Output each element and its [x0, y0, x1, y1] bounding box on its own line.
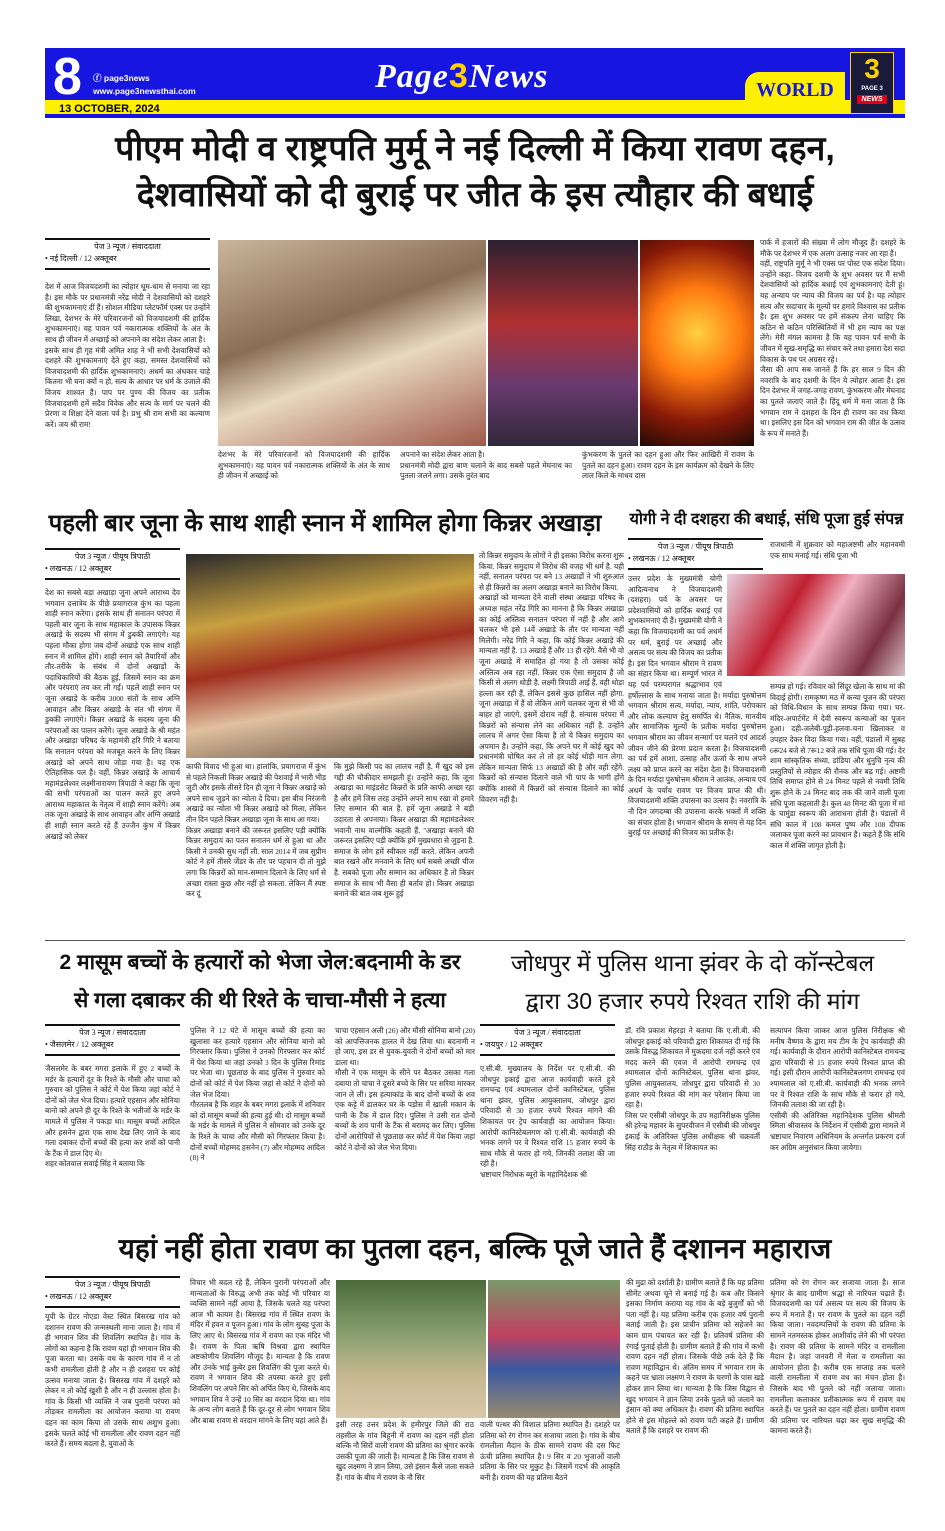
- article-column: देश में आज विजयदशमी का त्योहार धूम-धाम से मनाया जा रहा है। इस मौके पर प्रधानमंत्री नरेंद्र मोदी ने देशवासियों को दशहरे की शुभकामनाएं दीं हैं। सोशल मीडिया प्लेटफॉर्म एक्स पर उन्होंने लिखा, देशभर के मेरे परिवारजनों को विजयादशमी की हार्दिक शुभकामनाएं। यह पावन पर्व नकारात्मक शक्तियों के अंत के साथ ही जीवन में अच्छाई को अपनाने का संदेश लेकर आता है। इसके साथ ही गृह मंत्री अमित शाह ने भी सभी देशवासियों को दशहरे की शुभकामनाएं देते हुए कहा, समस्त देशवासियों को विजयादशमी की हार्दिक शुभकामनाएं। अधर्म का अंधकार चाहे कितना भी घना क्यों न हो, सत्य के आधार पर धर्म के उजाले की विजय शाश्वत है। पाप पर पुण्य की विजय का प्रतीक विजयादशमी हमें सदैव विवेक और सत्य के मार्ग पर चलने की प्रेरणा व शिक्षा देने वाला पर्व है। प्रभु श्री राम सभी का कल्याण करें। जय श्री राम!: [45, 282, 210, 429]
- article-column: काफी विवाद भी हुआ था। हालांकि, प्रयागराज में कुंभ से पहले निकली किन्नर अखाड़े की पेशवाई में भारी भीड़ जुटी और इसके तीसरे दिन ही जूना ने किन्नर अखाड़े को अपने साथ जुड़ने का न्योता दे दिया। इस बीच निरंजनी अखाड़े का न्योता भी किन्नर अखाड़े को मिला, लेकिन तीन दिन पहले किन्नर अखाड़ा जूना के साथ आ गया। किन्नर अखाड़ा बनाने की जरूरत इसलिए पड़ी क्योंकि किन्नर समुदाय का पतन सनातन धर्म से हुआ था और किसी ने उनकी सुध नहीं ली. साल 2014 में जब सुप्रीम कोर्ट ने हमें तीसरे जेंडर के तौर पर पहचान दी तो मुझे लगा कि किन्नरों को मान-सम्मान दिलाने के लिए धर्म से अच्छा रास्ता कुछ और नहीं हो सकता. लेकिन मैं स्पष्ट कर दूं: [186, 762, 326, 899]
- headline-main: [45, 126, 905, 218]
- byline: पेज 3 न्यूज / पीयूष त्रिपाठी: [657, 542, 734, 551]
- article-column: डॉ. रवि प्रकाश मेहरड़ा ने बताया कि ए.सी.बी. की जोधपुर इकाई को परिवादी द्वारा शिकायत दी गई कि उसके विरुद्ध शिकायत में मुकदमा दर्ज नहीं करने एवं मदद करने की एवज में आरोपी रामचन्द्र एवं श्यामलाल दोनों कानिस्टेबल, पुलिस थाना झंवर, पुलिस आयुक्तालय, जोधपुर द्वारा परिवादी से 30 हजार रुपये रिश्वत की मांग कर परेशान किया जा रहा है। जिस पर एसीबी जोधपुर के उप महानिरीक्षक पुलिस श्री हरेन्द्र महावर के सुपरवीजन में एसीबी की जोधपुर इकाई के अतिरिक्त पुलिस अधीक्षक श्री चक्रवर्ती सिंह राठौड़ के नेतृत्व में शिकायत का: [625, 1026, 760, 1152]
- headline-line: पीएम मोदी व राष्ट्रपति मुर्मू ने नई दिल्ली में किया रावण दहन,: [115, 130, 835, 168]
- issue-date: 13 OCTOBER, 2024: [59, 103, 160, 115]
- article-column: ए.सी.बी. मुख्यालय के निर्देश पर ए.सी.बी. की जोधपुर इकाई द्वारा आज कार्यवाही करते हुये रामचन्द्र एवं श्यामलाल दोनों कानिस्टेबल, पुलिस थाना झंवर, पुलिस आयुक्तालय, जोधपुर द्वारा परिवादी से 30 हजार रुपये रिश्वत मांगने की शिकायत पर ट्रेप कार्यवाही का आयोजन किया। आरोपी कानिस्टेबलगण को ए.सी.बी. कार्यवाही की भनक लगने पर वे रिश्वत राशि 15 हजार रुपये के साथ मौके से फरार हो गये, जिनकी तलाश की जा रही है। भ्रष्टाचार निरोधक ब्यूरो के महानिदेशक श्री: [480, 1064, 615, 1179]
- article-column: सम्पन्न हो गई। रविवार को सिंदूर खेला के साथ मां की विदाई होगी। रामकृष्ण मठ में कन्या पूजन की परंपरा को विधि-विधान के साथ सम्पन्न किया गया। घर-मंदिर-अपार्टमेंट में देवी स्वरूप कन्याओं का पूजन हुआ। दही-जलेबी-पूड़ी-हलवा-चना खिलाकर व उपहार देकर विदा किया गया। वहीं, पंडालों में सुबह 6रू24 बजे से 7रू12 बजे तक संधि पूजा की गई। देर शाम सांस्कृतिक संध्या, डांडिया और धुनुचि नृत्य की प्रस्तुतियों से त्योहार की रौनक और बढ़ गई। अष्टमी तिथि समाप्त होने से 24 मिनट पहले से नवमी तिथि शुरू होने के 24 मिनट बाद तक की जाने वाली पूजा संधि पूजा कहलाती है। कुल 48 मिनट की पूजा में मां के चामुंडा स्वरूप की आराधना होती है। पंडालों में संधि काल में 108 कमल पुष्प और 108 दीपक जलाकर पूजा करने का प्रावधान है। कहते हैं कि संधि काल में शक्ति जागृत होती है।: [770, 682, 905, 850]
- photo-ram-lila: [488, 240, 638, 446]
- photo-caption: कुंभकरण के पुतले का दहन हुआ और फिर आखिरी में रावण के पुतले का दहन हुआ। रावण दहन के इस कार्यक्रम को देखने के लिए लाल किले के माधव दास: [582, 450, 754, 481]
- masthead: [45, 48, 905, 118]
- photo-ravan-statue: [488, 1280, 620, 1418]
- byline-box: [45, 1276, 180, 1308]
- page-number: 8: [53, 48, 82, 106]
- newspaper-logo: [375, 54, 548, 99]
- dateline: • लखनऊ / 12 अक्तूबर: [45, 1292, 112, 1301]
- article-photo: [336, 1280, 620, 1418]
- byline-box: [480, 1024, 615, 1056]
- page3-badge-logo: [850, 52, 894, 114]
- headline-line: 2 मासूम बच्चों के हत्यारों को भेजा जेल:बदनामी के डर: [59, 951, 461, 974]
- article-column: प्रतिमा को रंग रोगन कर सजाया जाता है। साज श्रृंगार के बाद ग्रामीण श्रद्धा से नारियल चढ़ाते हैं। विजयदशमी का पर्व असत्य पर सत्य की विजय के रूप में मनाते हैं। पर रावण के पुतले का दहन नहीं किया जाता। नवदम्पत्तियों के रावण की प्रतिमा के सामने नतमस्तक होकर आशीर्वाद लेने की भी परंपरा है। रावण की प्रतिमा के सामने मंदिर व रामलीला मैदान है। जहां जनवरी में मेला व रामलीला का आयोजन होता है। करीब एक सप्ताह तक चलने वाली रामलीला में रावण वध का मंचन होता है। जिसके बाद भी पुतले को नहीं जलाया जाता। रामलीला कलाकार प्रतीकात्मक रूप में रावण वध करते हैं। पर पुतले का दहन नहीं होता। ग्रामीण रावण की प्रतिमा पर नारियल चढ़ा कर सुख समृद्धि की कामना करते हैं।: [770, 1278, 905, 1436]
- article-column: पार्क में हजारों की संख्या में लोग मौजूद हैं। दशहरे के मौके पर देशभर में एक अलग उत्साह नजर आ रहा है। वहीं, राष्ट्रपति मुर्मू ने भी एक्स पर पोस्ट एक संदेश दिया। उन्होंने कहा- विजय दशमी के शुभ अवसर पर मैं सभी देशवासियों को हार्दिक बधाई एवं शुभकामनाएं देती हूं। यह अन्याय पर न्याय की विजय का पर्व है। यह त्योहार सत्य और सदाचार के मूल्यों पर हमारे विश्वास का प्रतीक है। इस शुभ अवसर पर हमें संकल्प लेना चाहिए कि कठिन से कठिन परिस्थितियों में भी हम न्याय का पक्ष लेंगे। मेरी मंगल कामना है कि यह पावन पर्व सभी के जीवन में सुख-समृद्धि का संचार करे तथा हमारा देश सदा विकास के पथ पर अग्रसर रहे। जैसा की आप सब जानते हैं कि हर साल 9 दिन की नवरात्रि के बाद दशमी के दिन ये त्योहार आता है। इस दिन देशभर में जगह-जगह रावण, कुंभकरण और मेघनाद का पुतले जलाएं जाते हैं। हिंदू धर्म में मना जाता है कि भगवान राम ने दशहरा के दिन ही रावण का वध किया था। इसलिए इस दिन को भगवान राम की जीत के उत्सव के रूप में मनाते हैं।: [760, 238, 905, 438]
- byline-box: [45, 548, 180, 580]
- article-column: तो किन्नर समुदाय के लोगों ने ही इसका विरोध करना शुरू किया. किन्नर समुदाय में विरोध की वजह भी धर्म है. यही नहीं, सनातन परंपरा पर बने 13 अखाड़ों ने भी शुरुआत से ही किन्नरों का अलग अखाड़ा बनाने का विरोध किया. अखाड़ों को मान्यता देने वाली संस्था अखाड़ा परिषद के अध्यक्ष महंत नरेंद्र गिरि का मानना है कि किन्नर अखाड़ा का कोई अस्तित्व सनातन परंपरा में नहीं है और आगे चलकर भी इसे 14वें अखाड़े के तौर पर मान्यता नहीं मिलेगी। नरेंद्र गिरि ने कहा, कि कोई किन्नर अखाड़े की मान्यता नहीं है. 13 अखाड़े हैं और 13 ही रहेंगे. वैसे भी वो जूना अखाड़े में समाहित हो गया है तो उसका कोई अस्तित्व अब रहा नहीं. किन्नर एक ऐसा समुदाय है जो किसी से अलग थोड़ी है. लक्ष्मी त्रिपाठी आई हैं, वही थोड़ा हल्ला कर रही हैं, लेकिन इससे कुछ हासिल नहीं होगा. जूना अखाड़ा में हैं वो लेकिन आगे चलकर जूना से भी वो बाहर हो जाएंगे, इसमें दोराय नहीं है. संन्यास परंपरा में किन्नरों को संन्यास लेने का अधिकार नहीं है. उन्होंने लालच में अगर ऐसा किया है तो ये किन्नर समुदाय का अपमान है। उन्होंने कहा, कि अपने घर में कोई खुद को प्रधानमंत्री घोषित कर ले तो हर कोई थोड़ी मान लेगा. लेकिन मान्यता सिर्फ 13 अखाड़ों की है और वही रहेंगे. किन्नरों को संन्यास दिलाने वाले भी पाप के भागी होंगे क्योंकि शास्त्रों में किन्नरों को संन्यास दिलाने का कोई विवरण नहीं है।: [479, 551, 624, 804]
- photo-caption: देशभर के मेरे परिवारजनों को विजयादशमी की हार्दिक शुभकामनाएं। यह पावन पर्व नकारात्मक शक्तियों के अंत के साथ ही जीवन में अच्छाई को: [218, 450, 390, 481]
- headline-kinnar: पहली बार जूना के साथ शाही स्नान में शामिल होगा किन्नर अखाड़ा: [48, 510, 602, 537]
- article-photo-kinnar-akhada: [186, 554, 474, 758]
- photo-caption: इसी तरह उत्तर प्रदेश के हमीरपुर जिले की राठ तहसील के गांव बिहूनी में रावण का दहन नहीं होता बल्कि नौ सिरों वाली रावण की प्रतिमा का श्रृंगार करके उसकी पूजा की जाती है। मान्यता है कि जिस रावण से खुद लक्ष्मण ने ज्ञान लिया, उसे इंसान कैसे जला सकते हैं। गांव के बीच में रावण के नौ सिर: [336, 1420, 474, 1482]
- byline: पेज 3 न्यूज / संवाददाता: [514, 1028, 581, 1037]
- dateline: • नई दिल्ली / 12 अक्तूबर: [45, 254, 117, 263]
- badge-news: NEWS: [857, 95, 887, 104]
- article-column: चाचा एहसान अली (26) और मौसी सोनिया बानो (20) को आपत्तिजनक हालत में देख लिया था। बदनामी न हो जाए, इस डर से युवक-युवती ने दोनों बच्चों को मार डाला था। मौसी ने एक मासूम के सीने पर बैठकर उसका गला दबाया तो चाचा ने दूसरे बच्चे के सिर पर सरिया मारकर जान ले ली। इस हत्याकांड के बाद दोनों बच्चों के शव एक कट्टे में डालकर घर के पड़ोस में खाली मकान के पानी के टैंक में डाल दिए। पुलिस ने उसी रात दोनों बच्चों के शव पानी के टैंक से बरामद कर लिए। पुलिस दोनों आरोपियों से पूछताछ कर कोर्ट में पेश किया जहां कोर्ट ने दोनों को जेल भेज दिया।: [335, 1026, 475, 1152]
- badge-number: 3: [864, 53, 880, 84]
- headline-jaisalmer: [45, 944, 475, 1020]
- article-column: की मुद्रा को दर्शाती है। ग्रामीण बताते हैं कि यह प्रतिमा सीमेंट अथवा चूने से बनाई गई है। कब और किसने इसका निर्माण कराया यह गांव के बड़े बुजुर्गों को भी पता नहीं है। यह प्रतिमा करीब एक हजार वर्ष पुरानी बताई जाती है। इस प्राचीन प्रतिमा को सहेजने का काम ग्राम पंचायत कर रही है। प्रतिवर्ष प्रतिमा की रंगाई पुताई होती है। ग्रामीण बताते हैं की गांव में कभी रावण दहन नहीं होता। जिसके पीछे तर्क देते हैं कि रावण महाविद्वान थे। अंतिम समय में भगवान राम के कहने पर भ्राता लक्ष्मण ने रावण के चरणों के पास खड़े होकर ज्ञान लिया था। मान्यता है कि जिस विद्वान से खुद भगवान ने ज्ञान लिया उनके पुतले को जलाने का इंसान को क्या अधिकार है। रावण की प्रतिमा स्थापित होने से इस मोहल्ले को रावण पटी कहते हैं। ग्रामीण बताते हैं कि दशहरे पर रावण की: [626, 1278, 764, 1436]
- byline: पेज 3 न्यूज / संवाददाता: [94, 242, 161, 251]
- badge-page: PAGE 3: [861, 86, 883, 92]
- facebook-handle[interactable]: page3news: [103, 73, 150, 83]
- dateline: • लखनऊ / 12 अक्तूबर: [628, 554, 695, 563]
- photo-ravan-burning: [640, 240, 754, 446]
- logo-number: 3: [448, 57, 469, 95]
- section-divider: [45, 940, 905, 941]
- byline: पेज 3 न्यूज / पीयूष त्रिपाठी: [74, 1280, 151, 1289]
- photo-ravan-temple: [336, 1280, 486, 1418]
- article-column: उत्तर प्रदेश के मुख्यमंत्री योगी आदित्यनाथ ने विजयादशमी (दशहरा) पर्व के अवसर पर प्रदेशवासियों को हार्दिक बधाई एवं शुभकामनाएं दी हैं। मुख्यमंत्री योगी ने कहा कि विजयादशमी का पर्व अधर्म पर धर्म, बुराई पर अच्छाई और असत्य पर सत्य की विजय का प्रतीक है। इस दिन भगवान श्रीराम ने रावण का संहार किया था। सम्पूर्ण भारत में यह पर्व परम्परागत श्रद्धाभाव एवं हर्षोल्लास के साथ मनाया जाता है। मर्यादा पुरुषोत्तम भगवान श्रीराम सत्य, मर्यादा, न्याय, शांति, परोपकार और लोक कल्याण हेतु समर्पित थे। नैतिक, मानवीय और सामाजिक मूल्यों के प्रतीक मर्यादा पुरुषोत्तम भगवान श्रीराम का जीवन सन्मार्ग पर चलने एवं आदर्श जीवन जीने की प्रेरणा प्रदान करता है। विजयादशमी का पर्व हमें आशा, उत्साह और ऊर्जा के साथ अपने लक्ष्य को प्राप्त करने का संदेश देता है। विजयादशमी के दिन मर्यादा पुरुषोत्तम श्रीराम ने आतंक, अन्याय एवं अधर्म के पर्याय रावण पर विजय प्राप्त की थी। विजयादशमी शक्ति उपासना का उत्सव है। नवरात्रि के नौ दिन जगदम्बा की उपासना करके भक्तों में शक्ति का संचार होता है। भगवान श्रीराम के समय से यह दिन बुराई पर अच्छाई की विजय का प्रतीक है।: [628, 574, 766, 838]
- article-column: जैसलमेर के बबर मगरा इलाके में हुए 2 बच्चों के मर्डर के हत्यारों दूर के रिश्ते के मौसी और चाचा को गुरुवार को पुलिस ने कोर्ट में पेश किया जहां कोर्ट ने दोनों को जेल भेज दिया। हत्यारे एहसान और सोनिया बानो को अपने ही दूर के रिश्ते के भतीजों के मर्डर के मामले में पुलिस ने पकड़ा था। मासूम बच्चों आदिल और हसनेन द्वारा एक साथ देख लिए जाने के बाद गला दबाकर दोनों बच्चों की हत्या कर शवों को पानी के टैंक में डाल दिए थे। शहर कोतवाल सवाई सिंह ने बताया कि: [45, 1064, 180, 1169]
- byline: पेज 3 न्यूज / पीयूष त्रिपाठी: [74, 552, 151, 561]
- article-photo: [218, 240, 754, 446]
- dateline: • जयपुर / 12 अक्तूबर: [480, 1040, 543, 1049]
- byline: पेज 3 न्यूज / संवाददाता: [79, 1028, 146, 1037]
- headline-ravan-puja: यहां नहीं होता रावण का पुतला दहन, बल्कि पूजे जाते हैं दशानन महाराज: [118, 1233, 832, 1264]
- photo-pm-president: [218, 240, 486, 446]
- logo-word-page: Page: [375, 58, 449, 95]
- facebook-icon: ⓕ: [93, 73, 104, 83]
- headline-line: द्वारा 30 हजार रुपये रिश्वत राशि की मांग: [525, 988, 860, 1014]
- headline-yogi: योगी ने दी दशहरा की बधाई, संधि पूजा हुई संपन्न: [629, 511, 904, 528]
- photo-caption: वाली पत्थर की विशाल प्रतिमा स्थापित है। दशहरे पर प्रतिमा को रंग रोगन कर सजाया जाता है। गांव के बीच रामलीला मैदान के ठीक सामने रावण की दस फिट ऊंची प्रतिमा स्थापित है। 9 सिर व 20 भुजाओं वाली प्रतिमा के सिर पर मुकुट है। जिसमें गदर्भ की आकृति बनी है। रावण की यह प्रतिमा बैठने: [480, 1420, 620, 1482]
- social-links: [93, 72, 196, 98]
- headline-jodhpur: [480, 944, 905, 1020]
- article-column: विचार भी बदल रहे हैं, लेकिन पुरानी परंपराओं और मान्यताओं के विरुद्ध अभी तक कोई भी परिवार या व्यक्ति सामने नहीं आया है, जिसके चलते यह परंपरा आज भी कायम है। बिसरख गांव में स्थित रावण के मंदिर में हवन व पूजन हुआ। गांव के लोग सुबह पूजा के लिए आए थे। बिसरख गांव में रावण का एक मंदिर भी है। रावण के पिता ऋषि विश्रवा द्वारा स्थापित अष्टकोणीय शिवलिंग मौजूद है। मान्यता है कि रावण और उनके भाई कुबेर इस शिवलिंग की पूजा करते थे। रावण ने भगवान शिव की तपस्या करते हुए इसी शिवलिंग पर अपने सिर को अर्पित किए थे, जिसके बाद भगवान शिव ने उन्हें 10 सिर का वरदान दिया था। गांव के अन्य लोग बताते हैं कि दूर-दूर से लोग भगवान शिव और बाबा रावण से वरदान मांगने के लिए यहां आते हैं।: [190, 1278, 330, 1425]
- headline-line: से गला दबाकर की थी रिश्ते के चाचा-मौसी ने हत्या: [74, 989, 446, 1012]
- byline-box: [628, 538, 763, 570]
- website-link[interactable]: www.page3newsthai.com: [93, 86, 196, 96]
- dateline: • लखनऊ / 12 अक्तूबर: [45, 564, 112, 573]
- photo-wrap-spacer: [722, 574, 766, 680]
- headline-line: जोधपुर में पुलिस थाना झंवर के दो कॉन्स्टेबल: [510, 950, 875, 976]
- photo-caption: अपनाने का संदेश लेकर आता है। प्रधानमंत्री मोदी द्वारा बाण चलाने के बाद सबसे पहले मेघनाथ का पुतला जलने लगा। उसके तुरंत बाद: [400, 450, 572, 481]
- article-column: पुलिस ने 12 घंटे में मासूम बच्चों की हत्या का खुलासा कर हत्यारे एहसान और सोनिया बानो को गिरफ्तार किया। पुलिस ने उनको गिरफ्तार कर कोर्ट में पेश किया था जहां उनको 3 दिन के पुलिस रिमांड पर भेजा था। पूछताछ के बाद पुलिस ने गुरुवार को दोनों को कोर्ट में पेश किया जहां से कोर्ट ने दोनों को जेल भेज दिया। गौरतलब है कि शहर के बबर मगरा इलाके में शनिवार को दो मासूम बच्चों की हत्या हुई थी। दो मासूम बच्चों के मर्डर के मामले में पुलिस ने सोमवार को उनके दूर के रिश्ते के चाचा और मौसी को गिरफ्तार किया है। दोनों बच्चों मोहम्मद हसनेन (7) और मोहम्मद आदिल (8) ने: [190, 1026, 325, 1163]
- logo-word-news: News: [468, 58, 549, 95]
- article-intro: राजधानी में शुक्रवार को महाअष्टमी और महानवमी एक साथ मनाई गई। संधि पूजा भी: [770, 540, 905, 560]
- byline-box: [45, 238, 210, 270]
- headline-line: देशवासियों को दी बुराई पर जीत के इस त्यौहार की बधाई: [136, 176, 814, 214]
- byline-box: [45, 1024, 180, 1056]
- article-column: देश का सबसे बड़ा अखाड़ा जूना अपने आराध्य देव भगवान दत्तात्रेय के पीछे प्रयागराज कुंभ का पहला शाही स्नान करेगा। इसके साथ ही सनातन परंपरा में पहली बार जूना के साथ महाकाल के उपासक किन्नर अखाड़े के सदस्य भी संगम में डुबकी लगाएंगे। यह पहला मौका होगा जब दोनों अखाड़े एक साथ शाही स्नान में शामिल होंगे। शाही स्नान को तैयारियों और तौर-तरीके के संबंध में दोनों अखाड़ों के पदाधिकारियों की बैठक हुई, जिसमें स्नान का क्रम और परंपराएं तय कर ली गईं। पहले शाही स्नान पर जूना अखाड़े के करीब 3000 संतों के साथ अग्नि आवाहन और किन्नर अखाड़े के संत भी संगम में डुबकी लगाएंगे। किन्नर अखाड़े के सदस्य जूना की परंपराओं का पालन करेंगे। जूना अखाड़े के श्री महंत और अखाड़ा परिषद के महामंत्री हरि गिरि ने बताया कि सनातन परंपरा को मजबूत करने के लिए किन्नर अखाड़े को अपने साथ जोड़ा गया है। यह एक ऐतिहासिक पल है। वहीं, किन्नर अखाड़े के आचार्य महामंडलेश्वर लक्ष्मीनारायण त्रिपाठी ने कहा कि जूना की सभी परंपराओं का पालन करते हुए अपने आराध्य महाकाल के नेतृत्व में शाही स्नान करेंगे। अब तक जूना अखाड़े के साथ आवाहन और अग्नि अखाड़े ही शाही स्नान करते रहे हैं उज्जैन कुंभ में किन्नर अखाड़े को लेकर: [45, 588, 180, 841]
- dateline: • जैसलमेर / 12 अक्तूबर: [45, 1040, 114, 1049]
- article-column: यूपी के ग्रेटर नोएडा वेस्ट स्थित बिसरख गांव को दशानन रावण की जन्मस्थली माना जाता है। गांव में ही भगवान शिव की शिवलिंग स्थापित है। गांव के लोगों का कहना है कि रावण यहां ही भगवान शिव की पूजा करता था। उसके वध के कारण गांव में न तो कभी रामलीला होती है और न ही दशहरा पर कोई उत्सव मनाया जाता है। बिसरख गांव में दशहरे को लेकर न तो कोई खुशी है और न ही उल्लास होता है। गांव के किसी भी व्यक्ति ने जब पुरानी परंपरा को तोड़कर रामलीला का आयोजन कराया या रावण दहन का काम किया तो उसके साथ अशुभ हुआ। इसके चलते कोई भी रामलीला और रावण दहन नहीं करते हैं। समय बदला है, युवाओं के: [45, 1312, 180, 1449]
- section-label: WORLD: [745, 72, 845, 108]
- article-column: सत्यापन किया जाकर आज पुलिस निरीक्षक श्री मनीष वैष्णव के द्वारा मय टीम के ट्रेप कार्यवाही की गई। कार्यवाही के दौरान आरोपी कानिस्टेबल रामचन्द्र द्वारा परिवादी से 15 हजार रुपये रिश्वत प्राप्त की गई। इसी दौरान आरोपी कानिस्टेबलगण रामचन्द्र एवं श्यामलाल को ए.सी.बी. कार्यवाही की भनक लगने पर वे रिश्वत राशि के साथ मौके से फरार हो गये, जिनकी तलाश की जा रही है। एसीबी की अतिरिक्त महानिदेशक पुलिस श्रीमती स्मिता श्रीवास्तव के निर्देशन में एसीबी द्वारा मामले में भ्रष्टाचार निवारण अधिनियम के अन्तर्गत प्रकरण दर्ज कर अग्रिम अनुसंधान किया जायेगा।: [770, 1026, 905, 1152]
- article-column: कि मुझे किसी पद का लालच नहीं है, मैं खुद को इस गद्दी की चौकीदार समझती हूं। उन्होंने कहा, कि जूना अखाड़ा का माइंडसेट किन्नरों के प्रति काफी अच्छा रहा है और हमें जिस तरह उन्होंने अपने साथ रखा वो हमारे लिए सम्मान की बात है. हमें जूना अखाड़े ने बड़ी उदारता से अपनाया। किन्नर अखाड़ा की महामंडलेश्वर भवानी नाथ वाल्मीकि कहती हैं, ''अखाड़ा बनाने की जरूरत इसलिए पड़ी क्योंकि हमें मुख्यधारा से जुड़ना है. समाज के लोग हमें स्वीकार नहीं करते. लेकिन अपनी बात रखने और मनवाने के लिए धर्म सबसे अच्छी चीज है. सबको पूजा और सम्मान का अधिकार है तो किन्नर समाज के साथ भी वैसा ही बर्ताव हो। किन्नर अखाड़ा बनाने की बात जब शुरू हुई: [334, 762, 474, 899]
